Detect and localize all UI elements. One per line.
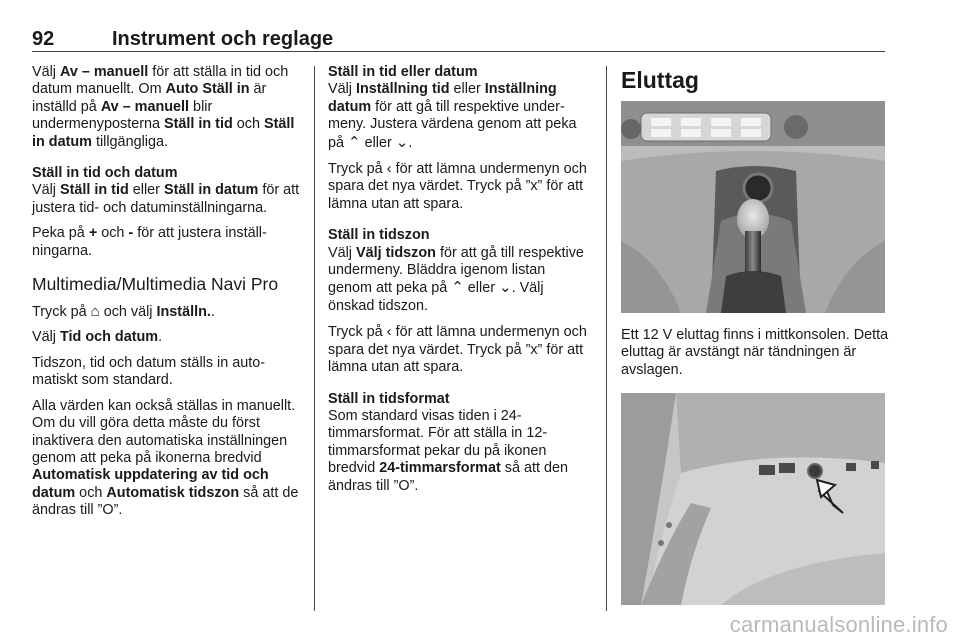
column-2 (328, 64, 592, 503)
paragraph: Välj Ställ in tid eller Ställ in datum för att justera tid- och datuminställningarna. (32, 182, 300, 216)
paragraph: Tidszon, tid och datum ställs in automatiskt som standard. (32, 354, 266, 389)
column-3 (621, 64, 891, 605)
paragraph: Peka på + och - för att justera inställningarna. (32, 225, 267, 259)
section-heading: Ställ in tidsformat (328, 390, 450, 407)
chevron-left-icon: ‹ (386, 323, 392, 341)
section-heading: Ställ in tid eller datum (328, 64, 478, 80)
column-1 (32, 64, 300, 528)
paragraph: Välj Välj tidszon för att gå till respektive undermeny. Bläddra igenom listan genom att peka på ⌃ eller ⌄. Välj önskad tidszon. (328, 244, 584, 314)
paragraph: Välj Inställning tid eller Inställning datum för att gå till respektive undermeny. Justera värdena genom att peka på ⌃ eller ⌄. (328, 81, 577, 151)
paragraph: Alla värden kan också ställas in manuellt. Om du vill göra detta måste du först inaktivera den automatiska inställningen genom att peka på ikonerna bredvid Automatisk uppdatering av tid och datum och Automatisk tidszon så att de ändras till ”O”. (32, 397, 299, 519)
paragraph: Tryck på ‹ för att lämna undermenyn och spara det nya värdet. Tryck på ”x” för att lämna utan att spara. (328, 323, 587, 376)
page-title: Instrument och reglage (112, 28, 334, 50)
page-header (32, 28, 885, 50)
chevron-down-icon: ⌄ (395, 133, 409, 151)
section-heading: Ställ in tidszon (328, 227, 430, 244)
cargo-compartment-socket-photo (621, 393, 885, 605)
watermark: carmanualsonline.info (729, 612, 948, 637)
header-rule (32, 51, 885, 52)
paragraph: Välj Av – manuell för att ställa in tid och datum manuellt. Om Auto Ställ in är inställd på Av – manuell blir undermenyposterna Ställ in tid och Ställ in datum tillgängliga. (32, 64, 295, 150)
page-number: 92 (32, 28, 55, 50)
paragraph: Tryck på ‹ för att lämna undermenyn och spara det nya värdet. Tryck på ”x” för att lämna utan att spara. (328, 160, 587, 212)
section-heading: Ställ in tid och datum (32, 165, 178, 182)
chevron-left-icon: ‹ (386, 160, 392, 178)
chevron-up-icon: ⌃ (348, 133, 361, 151)
paragraph: Som standard visas tiden i 24-timmarsformat. För att ställa in 12-timmarsformat pekar du på ikonen bredvid 24-timmarsformat så att den ändras till ”O”. (328, 407, 568, 494)
paragraph: Välj Tid och datum. (32, 329, 163, 346)
home-icon: ⌂ (90, 303, 100, 321)
chevron-down-icon: ⌄ (499, 279, 512, 297)
paragraph: Ett 12 V eluttag finns i mittkonsolen. Detta eluttag är avstängt när tändningen är avslagen. (621, 327, 889, 378)
column-divider-2 (606, 66, 607, 611)
center-console-photo (621, 101, 885, 313)
paragraph: Tryck på ⌂ och välj Inställn.. (32, 303, 215, 321)
section-title: Eluttag (621, 67, 699, 93)
chevron-up-icon: ⌃ (451, 279, 464, 297)
column-divider-1 (314, 66, 315, 611)
section-heading-large: Multimedia/Multimedia Navi Pro (32, 274, 279, 295)
